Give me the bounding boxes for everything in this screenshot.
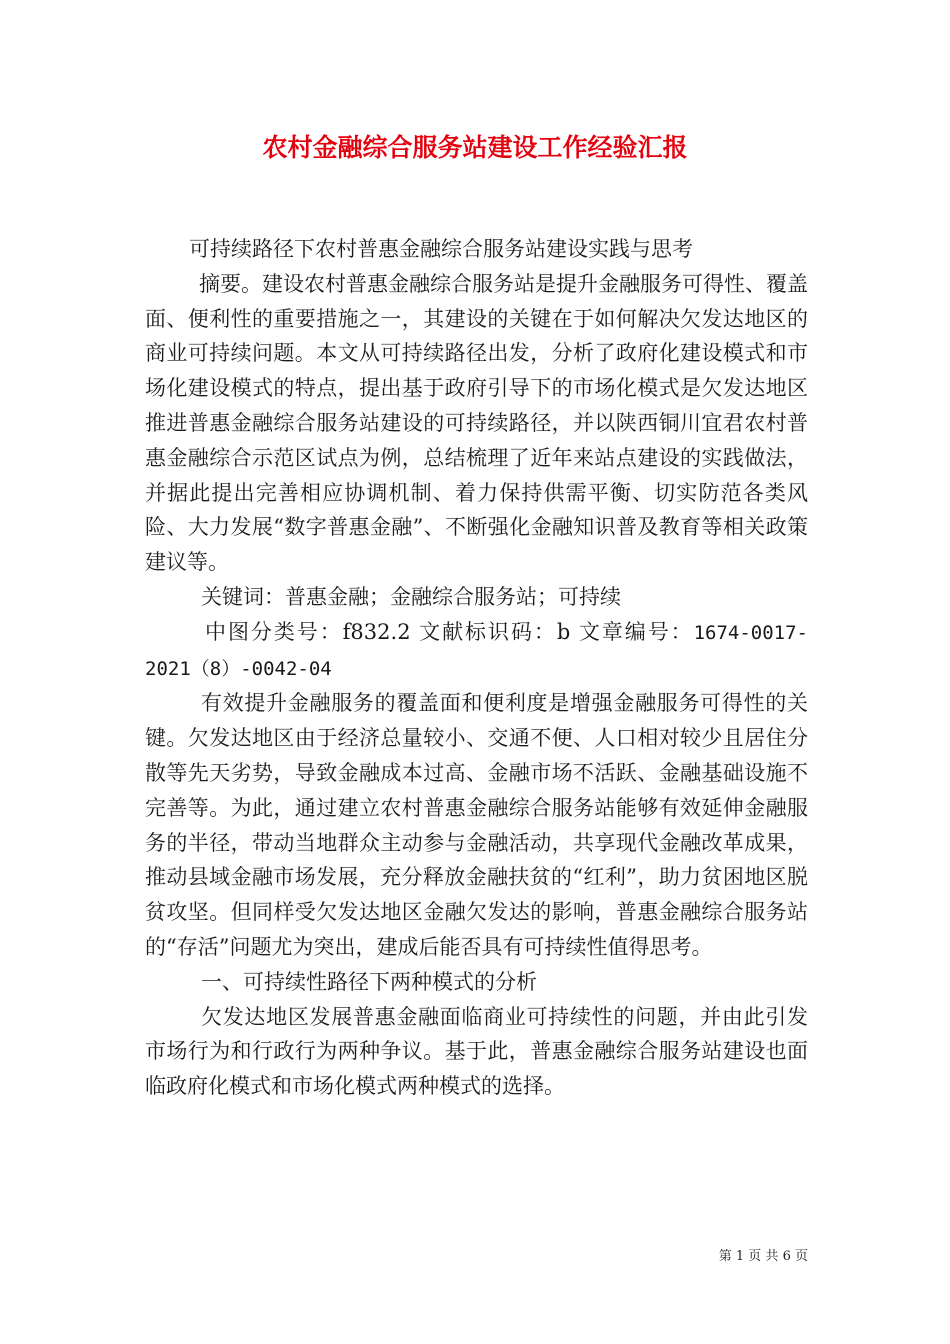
current-page-number: 1: [735, 1249, 745, 1264]
footer-suffix: 页: [794, 1249, 808, 1264]
document-body: [145, 232, 808, 1104]
section-heading-1: 一、可持续性路径下两种模式的分析: [201, 969, 537, 994]
keywords-line: 关键词：普惠金融；金融综合服务站；可持续: [201, 584, 621, 609]
document-subtitle: 可持续路径下农村普惠金融综合服务站建设实践与思考: [189, 237, 693, 261]
total-pages-number: 6: [782, 1249, 791, 1264]
abstract-paragraph: 摘要。建设农村普惠金融综合服务站是提升金融服务可得性、覆盖面、便利性的重要措施之一，其建设的关键在于如何解决欠发达地区的商业可持续问题。本文从可持续路径出发，分析了政府化建设模式和市场化建设模式的特点，提出基于政府引导下的市场化模式是欠发达地区推进普惠金融综合服务站建设的可持续路径，并以陕西铜川宜君农村普惠金融综合示范区试点为例，总结梳理了近年来站点建设的实践做法，并据此提出完善相应协调机制、着力保持供需平衡、切实防范各类风险、大力发展“数字普惠金融”、不断强化金融知识普及教育等相关政策建议等。: [145, 271, 808, 575]
article-number: 1674-0017-2021（8）-0042-04: [145, 621, 808, 680]
classification-line: [145, 615, 808, 687]
footer-prefix: 第: [718, 1249, 732, 1264]
page-number-footer: [719, 1247, 808, 1267]
body-paragraph-1: 有效提升金融服务的覆盖面和便利度是增强金融服务可得性的关键。欠发达地区由于经济总量较小、交通不便、人口相对较少且居住分散等先天劣势，导致金融成本过高、金融市场不活跃、金融基础设施不完善等。为此，通过建立农村普惠金融综合服务站能够有效延伸金融服务的半径，带动当地群众主动参与金融活动，共享现代金融改革成果，推动县域金融市场发展，充分释放金融扶贫的“红利”，助力贫困地区脱贫攻坚。但同样受欠发达地区金融欠发达的影响，普惠金融综合服务站的“存活”问题尤为突出，建成后能否具有可持续性值得思考。: [145, 691, 808, 959]
page-title: 农村金融综合服务站建设工作经验汇报: [262, 133, 688, 162]
body-paragraph-2: 欠发达地区发展普惠金融面临商业可持续性的问题，并由此引发市场行为和行政行为两种争议。基于此，普惠金融综合服务站建设也面临政府化模式和市场化模式两种模式的选择。: [145, 1004, 808, 1099]
footer-middle: 页 共: [748, 1249, 779, 1264]
classification-text: 中图分类号：f832.2 文献标识码：b 文章编号：: [205, 619, 694, 644]
